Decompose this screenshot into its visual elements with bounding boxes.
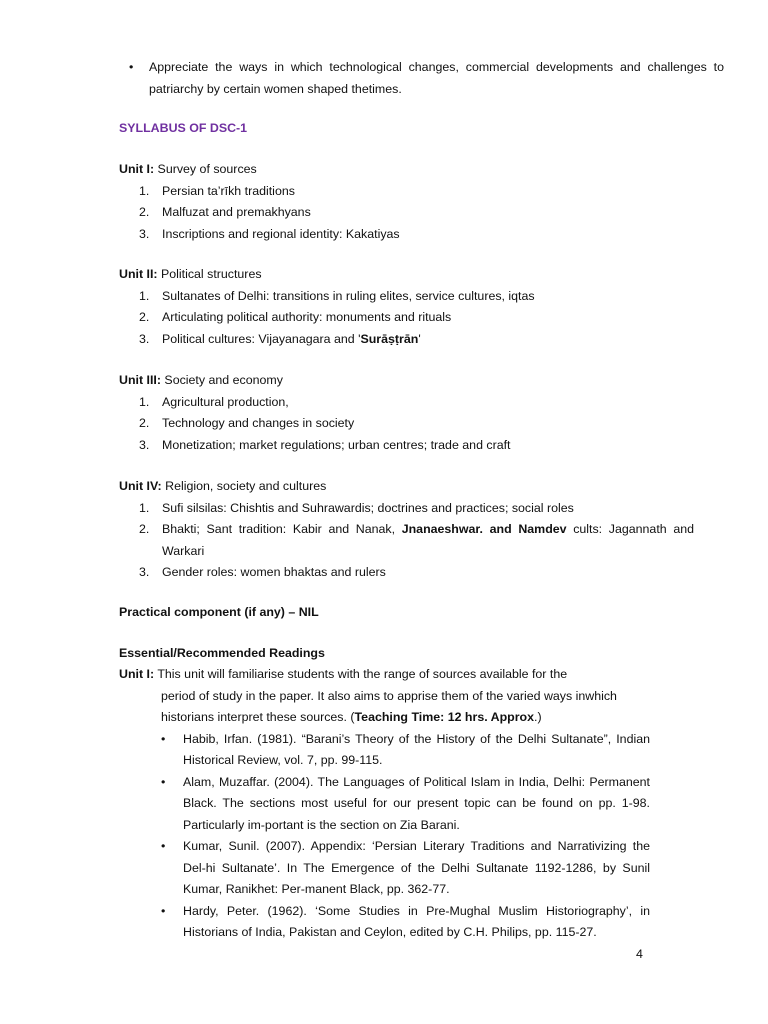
intro-bullet bbox=[119, 57, 724, 100]
unit-heading bbox=[119, 159, 694, 181]
list-item: 3. Monetization; market regulations; urban centres; trade and craft bbox=[139, 437, 511, 452]
unit-heading bbox=[119, 476, 694, 498]
unit-title: Political structures bbox=[157, 267, 262, 281]
unit-4-section bbox=[119, 476, 694, 584]
unit-title: Religion, society and cultures bbox=[161, 479, 327, 493]
list-item: 3. Inscriptions and regional identity: Kakatiyas bbox=[139, 226, 400, 241]
teaching-time: Teaching Time: 12 hrs. Approx bbox=[354, 710, 535, 724]
list-item: 2. Articulating political authority: monuments and rituals bbox=[139, 310, 452, 324]
unit-label: Unit II: bbox=[119, 267, 158, 281]
list-item: 1. Sufi silsilas: Chishtis and Suhrawardis; doctrines and practices; social roles bbox=[139, 500, 574, 515]
list-item: • Alam, Muzaffar. (2004). The Languages of Political Islam in India, Delhi: Permanent Black. The sections most useful for our present topic can be found on pp. 1-98. Particularly im-portant is the section on Zia Barani. bbox=[160, 772, 650, 837]
list-item: 3. Gender roles: women bhaktas and rulers bbox=[139, 565, 386, 579]
list-item: 2. Technology and changes in society bbox=[139, 416, 355, 430]
readings-unit-1 bbox=[119, 664, 694, 944]
unit-label: Unit I: bbox=[119, 162, 155, 176]
list-item: 1. Persian ta’rīkh traditions bbox=[139, 183, 295, 198]
list-item: 3. Political cultures: Vijayanagara and 'Surāṣṭrān' bbox=[139, 331, 421, 346]
syllabus-heading: SYLLABUS OF DSC-1 bbox=[119, 121, 248, 135]
intro-bullet-text: Appreciate the ways in which technological changes, commercial developments and challenges to patriarchy by certain women shaped thetimes. bbox=[149, 60, 724, 96]
readings-heading: Essential/Recommended Readings bbox=[119, 646, 325, 660]
unit-label: Unit IV: bbox=[119, 479, 162, 493]
list-item: • Habib, Irfan. (1981). “Barani’s Theory of the History of the Delhi Sultanate”, Indian Historical Review, vol. 7, pp. 99-115. bbox=[160, 729, 650, 772]
unit-title: Survey of sources bbox=[154, 162, 257, 176]
page-number: 4 bbox=[636, 947, 643, 961]
unit-1-section bbox=[119, 159, 694, 245]
list-item: 1. Sultanates of Delhi: transitions in ruling elites, service cultures, iqtas bbox=[139, 288, 535, 303]
unit-2-section bbox=[119, 264, 694, 350]
readings-unit-1-intro-rest: period of study in the paper. It also aims to apprise them of the varied ways inwhich historians interpret these sources. (Teaching Time: 12 hrs. Approx.) bbox=[161, 688, 617, 724]
reference-list bbox=[160, 729, 650, 944]
unit-heading bbox=[119, 370, 694, 392]
unit-label: Unit I: bbox=[119, 667, 155, 681]
unit-3-section bbox=[119, 370, 694, 456]
unit-heading bbox=[119, 264, 694, 286]
list-item: • Kumar, Sunil. (2007). Appendix: ‘Persian Literary Traditions and Narrativizing the Del-hi Sultanate’. In The Emergence of the Delhi Sultanate 1192-1286, by Sunil Kumar, Ranikhet: Per-manent Black, pp. 362-77. bbox=[160, 836, 650, 901]
list-item: 2. Malfuzat and premakhyans bbox=[139, 205, 311, 219]
readings-unit-1-intro: Unit I: This unit will familiarise students with the range of sources available for the bbox=[119, 667, 568, 681]
list-item: 2. Bhakti; Sant tradition: Kabir and Nanak, Jnanaeshwar. and Namdev cults: Jagannath and Warkari bbox=[139, 522, 694, 558]
list-item: 1. Agricultural production, bbox=[139, 394, 289, 409]
list-item: • Hardy, Peter. (1962). ‘Some Studies in Pre-Mughal Muslim Historiography’, in Historians of India, Pakistan and Ceylon, edited by C.H. Philips, pp. 115-27. bbox=[160, 901, 650, 944]
unit-title: Society and economy bbox=[160, 373, 283, 387]
unit-label: Unit III: bbox=[119, 373, 161, 387]
practical-component: Practical component (if any) – NIL bbox=[119, 605, 319, 619]
